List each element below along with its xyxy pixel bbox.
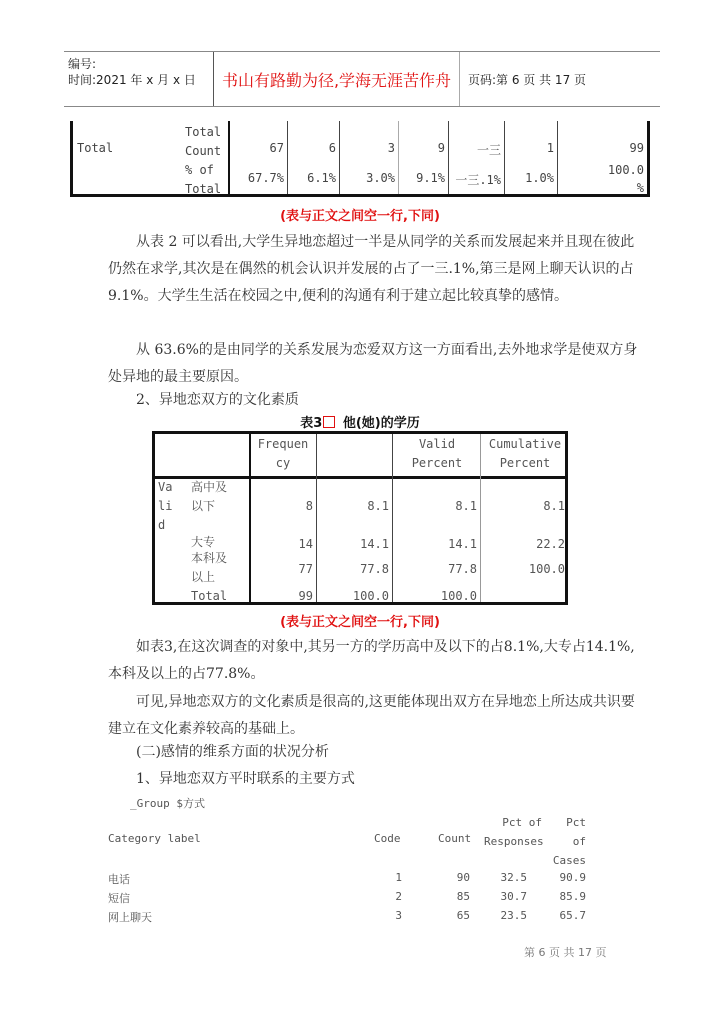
row-label: 短信 <box>108 892 130 905</box>
pct-responses-cell: 23.5 <box>500 909 527 922</box>
count-cell: 9 <box>437 141 445 155</box>
col-header-pct-cases: Pct of Cases <box>552 816 586 867</box>
row-label: 高中及 以下 <box>191 480 228 513</box>
percent-cell: 3.0% <box>366 171 395 185</box>
col-header-category: Category label <box>108 832 201 845</box>
count-cell: 一三 <box>476 143 501 157</box>
code-cell: 3 <box>395 909 402 922</box>
pct-cases-cell: 85.9 <box>559 890 586 903</box>
pct-responses-cell: 32.5 <box>500 871 527 884</box>
percent-cell: 6.1% <box>307 171 336 185</box>
doc-time-label: 时间:2021 年 x 月 x 日 <box>68 73 196 87</box>
paragraph: 从 63.6%的是由同学的关系发展为恋爱双方这一方面看出,去外地求学是使双方身处异地的最主要原因。 <box>108 342 638 385</box>
table-spacing-note: (表与正文之间空一行,下同) <box>280 209 440 224</box>
col-header-count: Count <box>438 832 472 845</box>
count-cell: 67 <box>269 141 284 155</box>
doc-number-label: 编号: <box>68 57 97 71</box>
row-label: 大专 <box>191 535 216 549</box>
percent-cell: 一三.1% <box>455 173 501 187</box>
count-cell: 85 <box>456 890 470 903</box>
percent-cell: 100.0 % <box>607 163 644 195</box>
code-cell: 1 <box>395 871 402 884</box>
table3-education <box>152 431 568 605</box>
table2-total-row <box>70 121 650 197</box>
count-cell: 6 <box>328 141 336 155</box>
col-header-cumulative-percent: Cumulative Percent <box>488 437 562 470</box>
frequency-cell: 99 <box>298 589 313 603</box>
col-header-pct-responses: Pct of Responses <box>484 816 544 848</box>
row-label: 本科及 以上 <box>191 551 228 584</box>
cumulative-percent-cell: 8.1 <box>543 499 565 513</box>
percent-cell: 8.1 <box>367 499 389 513</box>
count-cell: 90 <box>456 871 470 884</box>
header-meta <box>64 52 214 106</box>
cumulative-percent-cell: 22.2 <box>536 537 565 551</box>
row-sublabels: Total Count % of Total <box>185 125 222 196</box>
paragraph: 可见,异地恋双方的文化素质是很高的,这更能体现出双方在异地恋上所达成共识要建立在文化素养较高的基础上。 <box>108 694 635 737</box>
valid-percent-cell: 14.1 <box>448 537 477 551</box>
percent-cell: 1.0% <box>525 171 554 185</box>
section-heading: 1、异地恋双方平时联系的主要方式 <box>136 771 355 787</box>
cumulative-percent-cell: 100.0 <box>528 562 565 576</box>
count-cell: 65 <box>456 909 470 922</box>
percent-cell: 67.7% <box>247 171 284 185</box>
section-heading: (二)感情的维系方面的状况分析 <box>136 744 329 760</box>
paragraph: 从表 2 可以看出,大学生异地恋超过一半是从同学的关系而发展起来并且现在彼此仍然在求学,其次是在偶然的机会认识并发展的占了一三.1%,第三是网上聊天认识的占 9.1%。大学生生活在校园之中,便利的沟通有利于建立起比较真挚的感情。 <box>108 234 635 304</box>
col-header-valid-percent: Valid Percent <box>411 437 463 470</box>
table3-caption: 表3 他(她)的学历 <box>300 416 420 431</box>
percent-cell: 9.1% <box>416 171 445 185</box>
group-title: _Group $方式 <box>130 797 205 810</box>
percent-cell: 100.0 <box>352 589 389 603</box>
header-motto: 书山有路勤为径,学海无涯苦作舟 <box>214 52 460 106</box>
row-label: Total <box>77 141 114 155</box>
header-page-info: 页码:第 6 页 共 17 页 <box>468 72 587 87</box>
count-cell: 99 <box>629 141 644 155</box>
pct-cases-cell: 90.9 <box>559 871 586 884</box>
frequency-cell: 14 <box>298 537 313 551</box>
row-label: Total <box>191 589 228 603</box>
percent-cell: 14.1 <box>360 537 389 551</box>
valid-percent-cell: 100.0 <box>440 589 477 603</box>
col-header-code: Code <box>374 832 401 845</box>
page-header <box>64 51 660 107</box>
frequency-cell: 8 <box>305 499 313 513</box>
count-cell: 1 <box>546 141 554 155</box>
col-header-frequency: Frequen cy <box>257 437 309 470</box>
placeholder-box-icon <box>323 416 335 428</box>
page-footer: 第 6 页 共 17 页 <box>524 946 607 959</box>
pct-cases-cell: 65.7 <box>559 909 586 922</box>
valid-percent-cell: 8.1 <box>455 499 477 513</box>
code-cell: 2 <box>395 890 402 903</box>
paragraph: 如表3,在这次调查的对象中,其另一方的学历高中及以下的占8.1%,大专占14.1%,本科及以上的占77.8%。 <box>108 639 635 682</box>
valid-percent-cell: 77.8 <box>448 562 477 576</box>
row-label: 电话 <box>108 873 130 886</box>
pct-responses-cell: 30.7 <box>500 890 527 903</box>
frequency-cell: 77 <box>298 562 313 576</box>
percent-cell: 77.8 <box>360 562 389 576</box>
count-cell: 3 <box>387 141 395 155</box>
section-heading: 2、异地恋双方的文化素质 <box>136 392 299 408</box>
table-spacing-note: (表与正文之间空一行,下同) <box>280 615 440 630</box>
row-label: 网上聊天 <box>108 911 152 924</box>
valid-label: Va li d <box>158 480 173 532</box>
